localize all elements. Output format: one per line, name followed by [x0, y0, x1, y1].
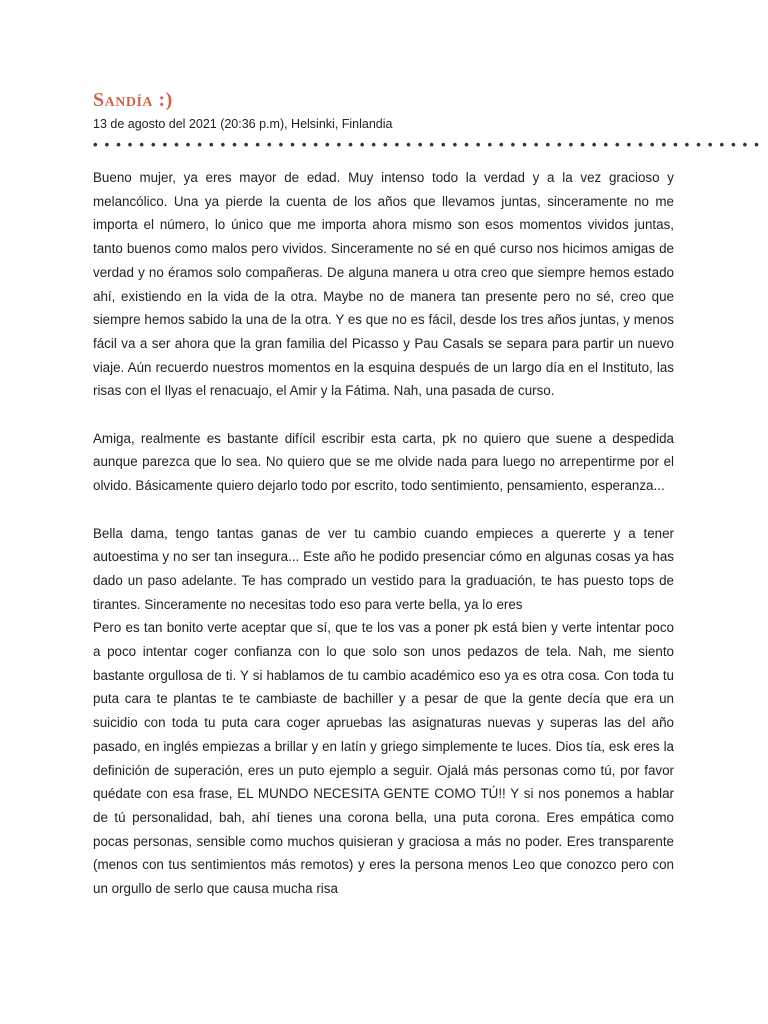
- dateline: 13 de agosto del 2021 (20:36 p.m), Helsinki, Finlandia: [93, 117, 393, 131]
- letter-body: [93, 166, 674, 901]
- page-title: Sandía :): [93, 89, 173, 111]
- letter-page: [93, 88, 766, 901]
- paragraph: Pero es tan bonito verte aceptar que sí, que te los vas a poner pk está bien y verte intentar poco a poco intentar coger confianza con lo que solo son unos pedazos de tela. Nah, me siento bastante orgullosa de ti. Y si hablamos de tu cambio académico eso ya es otra cosa. Con toda tu puta cara te plantas te te cambiaste de bachiller y a pesar de que la gente decía que era un suicidio con toda tu puta cara coger apruebas las asignaturas nuevas y superas las del año pasado, en inglés empiezas a brillar y en latín y griego simplemente te luces. Dios tía, esk eres la definición de superación, eres un puto ejemplo a seguir. Ojalá más personas como tú, por favor quédate con esa frase, EL MUNDO NECESITA GENTE COMO TÚ!! Y si nos ponemos a hablar de tú personalidad, bah, ahí tienes una corona bella, una puta corona. Eres empática como pocas personas, sensible como muchos quisieran y graciosa a más no poder. Eres transparente (menos con tus sentimientos más remotos) y eres la persona menos Leo que conozco pero con un orgullo de serlo que causa mucha risa: [93, 620, 674, 897]
- paragraph: Amiga, realmente es bastante difícil escribir esta carta, pk no quiero que suene a despedida aunque parezca que lo sea. No quiero que se me olvide nada para luego no arrepentirme por el olvido. Básicamente quiero dejarlo todo por escrito, todo sentimiento, pensamiento, esperanza...: [93, 430, 674, 494]
- paragraph: Bella dama, tengo tantas ganas de ver tu cambio cuando empieces a quererte y a tener autoestima y no ser tan insegura... Este año he podido presenciar cómo en algunas cosas ya has dado un paso adelante. Te has comprado un vestido para la graduación, te has puesto tops de tirantes. Sinceramente no necesitas todo eso para verte bella, ya lo eres: [93, 525, 674, 612]
- dotted-separator: ••••••••••••••••••••••••••••••••••••••••••••••••••••••••••: [93, 137, 766, 152]
- paragraph: Bueno mujer, ya eres mayor de edad. Muy intenso todo la verdad y a la vez gracioso y melancólico. Una ya pierde la cuenta de los años que llevamos juntas, sinceramente no me importa el número, lo único que me importa ahora mismo son esos momentos vividos juntas, tanto buenos como malos pero vividos. Sinceramente no sé en qué curso nos hicimos amigas de verdad y no éramos solo compañeras. De alguna manera u otra creo que siempre hemos estado ahí, existiendo en la vida de la otra. Maybe no de manera tan presente pero no sé, creo que siempre hemos sabido la una de la otra. Y es que no es fácil, desde los tres años juntas, y menos fácil va a ser ahora que la gran familia del Picasso y Pau Casals se separa para partir un nuevo viaje. Aún recuerdo nuestros momentos en la esquina después de un largo día en el Instituto, las risas con el Ilyas el renacuajo, el Amir y la Fátima. Nah, una pasada de curso.: [93, 170, 674, 399]
